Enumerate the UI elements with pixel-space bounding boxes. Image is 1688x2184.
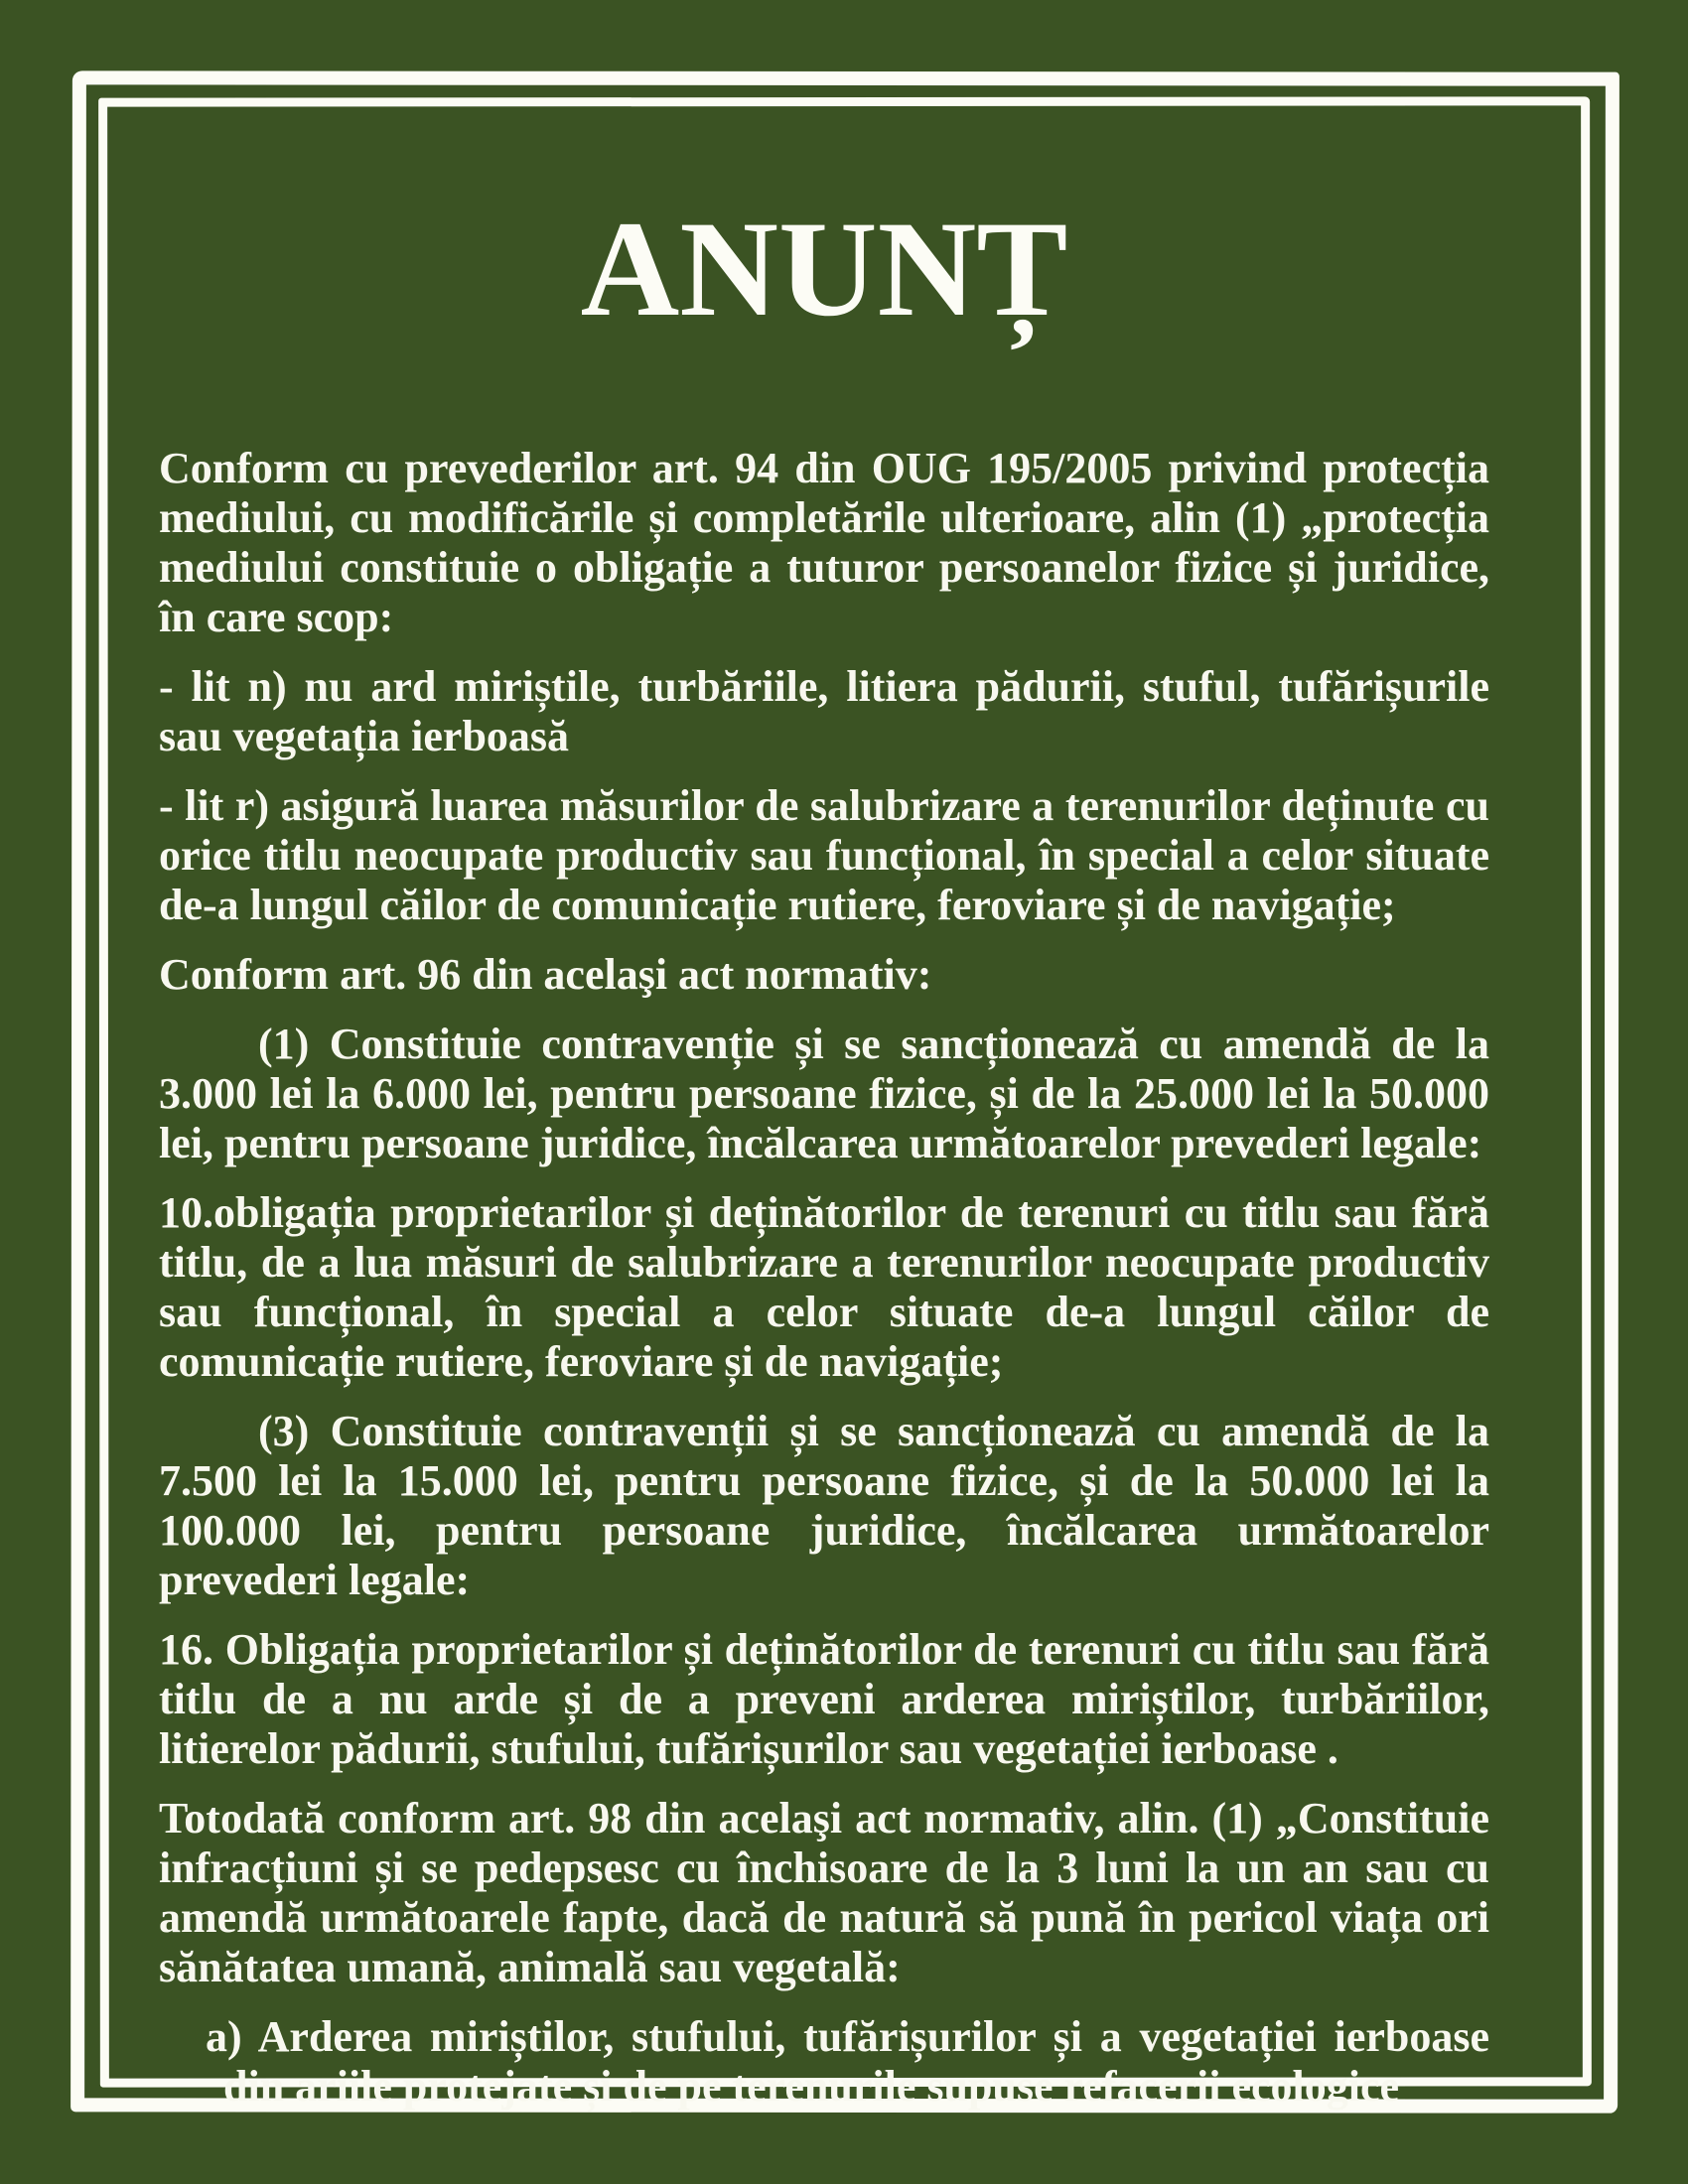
paragraph-lit-n: - lit n) nu ard miriștile, turbăriile, litiera pădurii, stuful, tufărișurile sau vegetația ierboasă <box>159 662 1489 760</box>
list-item-text: Arderea miriștilor, stufului, tufărișurilor și a vegetației ierboase din ariile protejate și de pe terenurile supuse refacerii ecologice <box>223 2012 1489 2111</box>
paragraph-legal-basis-art94: Conform cu prevederilor art. 94 din OUG 195/2005 privind protecția mediului, cu modificările și completările ulterioare, alin (1) „protecția mediului constituie o obligație a tuturor persoanelor fizice și juridice, în care scop: <box>159 444 1489 641</box>
list-item-a <box>206 2012 1489 2112</box>
paragraph-art96-heading: Conform art. 96 din acelaşi act normativ: <box>159 950 932 999</box>
list-item-marker: a) <box>206 2012 242 2061</box>
paragraph-point-10: 10.obligația proprietarilor și deținătorilor de terenuri cu titlu sau fără titlu, de a lua măsuri de salubrizare a terenurilor neocupate productiv sau funcțional, în special a celor situate de-a lungul căilor de comunicație rutiere, feroviare și de navigație; <box>159 1188 1489 1386</box>
paragraph-art96-alin1: (1) Constituie contravenție și se sancționează cu amendă de la 3.000 lei la 6.000 lei, pentru persoane fizice, și de la 25.000 lei la 50.000 lei, pentru persoane juridice, încălcarea următoarelor prevederi legale: <box>159 1020 1489 1167</box>
paragraph-lit-r: - lit r) asigură luarea măsurilor de salubrizare a terenurilor deținute cu orice titlu neocupate productiv sau funcțional, în special a celor situate de-a lungul căilor de comunicație rutiere, feroviare și de navigație; <box>159 781 1489 929</box>
announcement-content <box>159 139 1489 2131</box>
page-title: ANUNȚ <box>580 193 1068 344</box>
paragraph-art96-alin3: (3) Constituie contravenții și se sancționează cu amendă de la 7.500 lei la 15.000 lei, pentru persoane fizice, și de la 50.000 lei la 100.000 lei, pentru persoane juridice, încălcarea următoarelor prevederi legale: <box>159 1407 1489 1604</box>
paragraph-art98: Totodată conform art. 98 din acelaşi act normativ, alin. (1) „Constituie infracțiuni și se pedepsesc cu închisoare de la 3 luni la un an sau cu amendă următoarele fapte, dacă de natură să pună în pericol viața ori sănătatea umană, animală sau vegetală: <box>159 1794 1489 1991</box>
paragraph-point-16: 16. Obligația proprietarilor și deținătorilor de terenuri cu titlu sau fără titlu de a nu arde și de a preveni arderea miriștilor, turbăriilor, litierelor pădurii, stufului, tufărișurilor sau vegetației ierboase . <box>159 1625 1489 1773</box>
announcement-body <box>159 444 1489 2112</box>
